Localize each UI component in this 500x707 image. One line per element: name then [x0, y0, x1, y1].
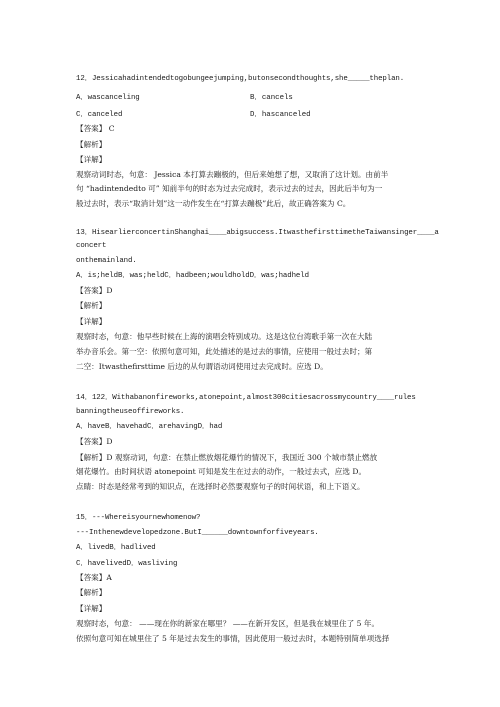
q14-options: A．haveB．havehadC．arehavingD．had [76, 423, 223, 431]
q12-stem: 12．Jessicahadintendedtogobungeejumping,butonsecondthoughts,she_____theplan. [76, 75, 405, 83]
q15-stem-line-2: ---Inthenewdevelopedzone.ButI______downtownforfiveyears. [76, 529, 319, 537]
q12-explanation-line-3: 般过去时，表示“取消计划”这一动作发生在“打算去蹦极”此后，故正确答案为 C。 [76, 199, 351, 208]
q13-stem-line-2: concert [76, 242, 107, 250]
q12-analysis-label: 【解析】 [76, 140, 107, 149]
q12-option-d: D．hascanceled [250, 111, 311, 119]
q14-explanation-line-2: 烟花爆竹。由时间状语 atonepoint 可知是发生在过去的动作，一般过去式，应选 D。 [76, 467, 367, 476]
q12-explanation-line-1: 观察动词时态，句意： Jessica 本打算去蹦极的，但后来她想了想，又取消了这计划。由前半 [76, 170, 389, 179]
q12-detail-label: 【详解】 [76, 155, 107, 164]
q13-explanation-line-1: 观察时态，句意：他早些时候在上海的演唱会特别成功。这是这位台湾歌手第一次在大陆 [76, 332, 373, 341]
q14-explanation-line-3: 点睛：时态是经常考到的知识点，在选择时必然要观察句子的时间状语，和上下语义。 [76, 482, 365, 491]
q15-explanation-line-2: 依照句意可知在城里住了 5 年是过去发生的事情，因此使用一般过去时，本题特别简单项选择 [76, 634, 390, 643]
q12-option-b: B．cancels [250, 94, 293, 102]
q14-stem-line-1: 14．122．Withabanonfireworks,atonepoint,almost300citiesacrossmycountry____rules [76, 394, 416, 402]
q13-explanation-line-2: 举办音乐会。第一空：依照句意可知，此处描述的是过去的事情，应使用一般过去时；第 [76, 347, 373, 356]
q14-stem-line-2: banningtheuseoffireworks. [76, 408, 185, 416]
q13-explanation-line-3: 二空：Itwasthefirsttime 后边的从句谓语动词使用过去完成时。应选 D。 [76, 362, 328, 371]
q15-options-ab: A．livedB．hadlived [76, 544, 156, 552]
q15-analysis-label: 【解析】 [76, 588, 107, 597]
q14-answer: 【答案】D [76, 437, 113, 446]
q12-option-c: C．canceled [76, 111, 123, 119]
q13-stem-line-3: onthemainland. [76, 257, 137, 265]
q15-options-cd: C．havelivedD．wasliving [76, 560, 178, 568]
q13-stem-line-1: 13．HisearlierconcertinShanghai____abigsuccess.ItwasthefirsttimetheTaiwansinger____a [76, 229, 439, 237]
q13-detail-label: 【详解】 [76, 317, 107, 326]
q13-options: A．is;heldB．was;heldC．hadbeen;wouldholdD．was;hadheld [76, 272, 309, 280]
q15-explanation-line-1: 观察时态，句意： ——现在你的新家在哪里？ ——在新开发区，但是我在城里住了 5 年。 [76, 619, 380, 628]
q15-answer: 【答案】A [76, 573, 112, 582]
q15-stem-line-1: 15．---Whereisyournewhomenow? [76, 514, 201, 522]
q14-explanation-line-1: 【解析】D 观察动词，句意：在禁止燃放烟花爆竹的情况下，我国近 300 个城市禁止燃放 [76, 453, 378, 462]
q13-analysis-label: 【解析】 [76, 301, 107, 310]
q12-answer: 【答案】 C [76, 124, 115, 133]
q13-answer: 【答案】D [76, 286, 113, 295]
q12-explanation-line-2: 句 “hadintendedto 可” 知前半句的时态为过去完成时，表示过去的过去，因此后半句为一 [76, 184, 383, 193]
q15-detail-label: 【详解】 [76, 604, 107, 613]
q12-option-a: A．wascanceling [76, 94, 140, 102]
